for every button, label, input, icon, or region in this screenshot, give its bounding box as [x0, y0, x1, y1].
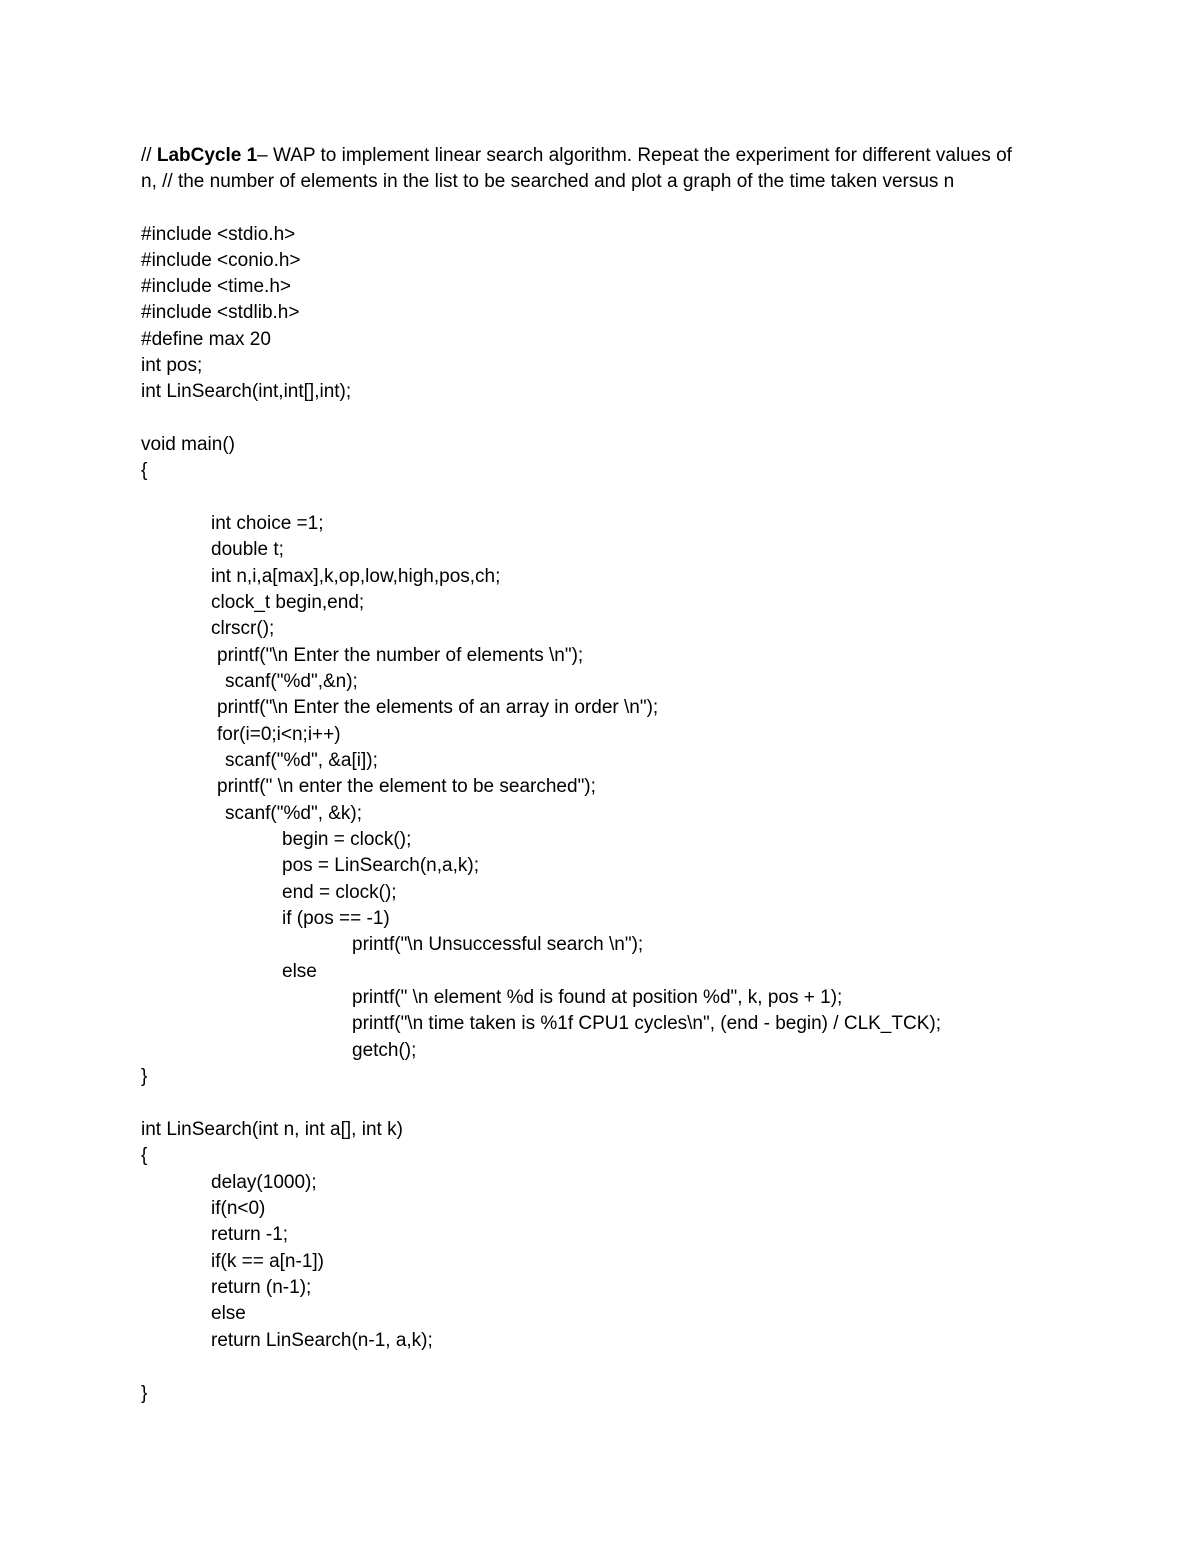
code-line: #include <stdio.h> [141, 224, 296, 245]
code-line: printf(" \n element %d is found at position %d", k, pos + 1); [352, 987, 843, 1008]
code-line: for(i=0;i<n;i++) [217, 724, 341, 745]
code-line: getch(); [352, 1040, 417, 1061]
code-line: pos = LinSearch(n,a,k); [282, 855, 479, 876]
code-line: } [141, 1066, 148, 1087]
code-line: else [211, 1303, 246, 1324]
code-line: printf("\n time taken is %1f CPU1 cycles\n", (end - begin) / CLK_TCK); [352, 1013, 941, 1034]
code-line: if (pos == -1) [282, 908, 390, 929]
code-line: scanf("%d",&n); [225, 671, 358, 692]
lab-description: – WAP to implement linear search algorithm. Repeat the experiment for different values of [257, 145, 1012, 166]
code-line: begin = clock(); [282, 829, 412, 850]
code-line: int pos; [141, 355, 203, 376]
code-line: clrscr(); [211, 618, 275, 639]
code-line: scanf("%d", &k); [225, 803, 363, 824]
code-line: clock_t begin,end; [211, 592, 365, 613]
code-line: #include <stdlib.h> [141, 302, 300, 323]
header-line-1 [141, 143, 1012, 169]
code-line: return LinSearch(n-1, a,k); [211, 1330, 433, 1351]
code-line: } [141, 1383, 148, 1404]
code-line: printf("\n Unsuccessful search \n"); [352, 934, 644, 955]
code-line: int LinSearch(int n, int a[], int k) [141, 1119, 403, 1140]
code-line: int n,i,a[max],k,op,low,high,pos,ch; [211, 566, 501, 587]
code-line: int choice =1; [211, 513, 324, 534]
code-line: void main() [141, 434, 235, 455]
code-line: delay(1000); [211, 1172, 317, 1193]
code-line: #define max 20 [141, 329, 271, 350]
code-line: printf("\n Enter the elements of an array in order \n"); [217, 697, 659, 718]
code-line: #include <time.h> [141, 276, 291, 297]
code-line: end = clock(); [282, 882, 397, 903]
code-line: else [282, 961, 317, 982]
code-line: { [141, 1145, 148, 1166]
code-line: printf(" \n enter the element to be searched"); [217, 776, 596, 797]
lab-title: LabCycle 1 [156, 145, 258, 166]
comment-prefix: // [141, 145, 157, 166]
code-line: int LinSearch(int,int[],int); [141, 381, 352, 402]
code-line: return -1; [211, 1224, 289, 1245]
header-line-2: n, // the number of elements in the list to be searched and plot a graph of the time taken versus n [141, 171, 955, 192]
code-line: if(n<0) [211, 1198, 266, 1219]
code-line: #include <conio.h> [141, 250, 301, 271]
code-line: scanf("%d", &a[i]); [225, 750, 378, 771]
code-line: return (n-1); [211, 1277, 312, 1298]
code-line: if(k == a[n-1]) [211, 1251, 324, 1272]
code-line: double t; [211, 539, 284, 560]
code-line: { [141, 460, 148, 481]
code-line: printf("\n Enter the number of elements \n"); [217, 645, 584, 666]
